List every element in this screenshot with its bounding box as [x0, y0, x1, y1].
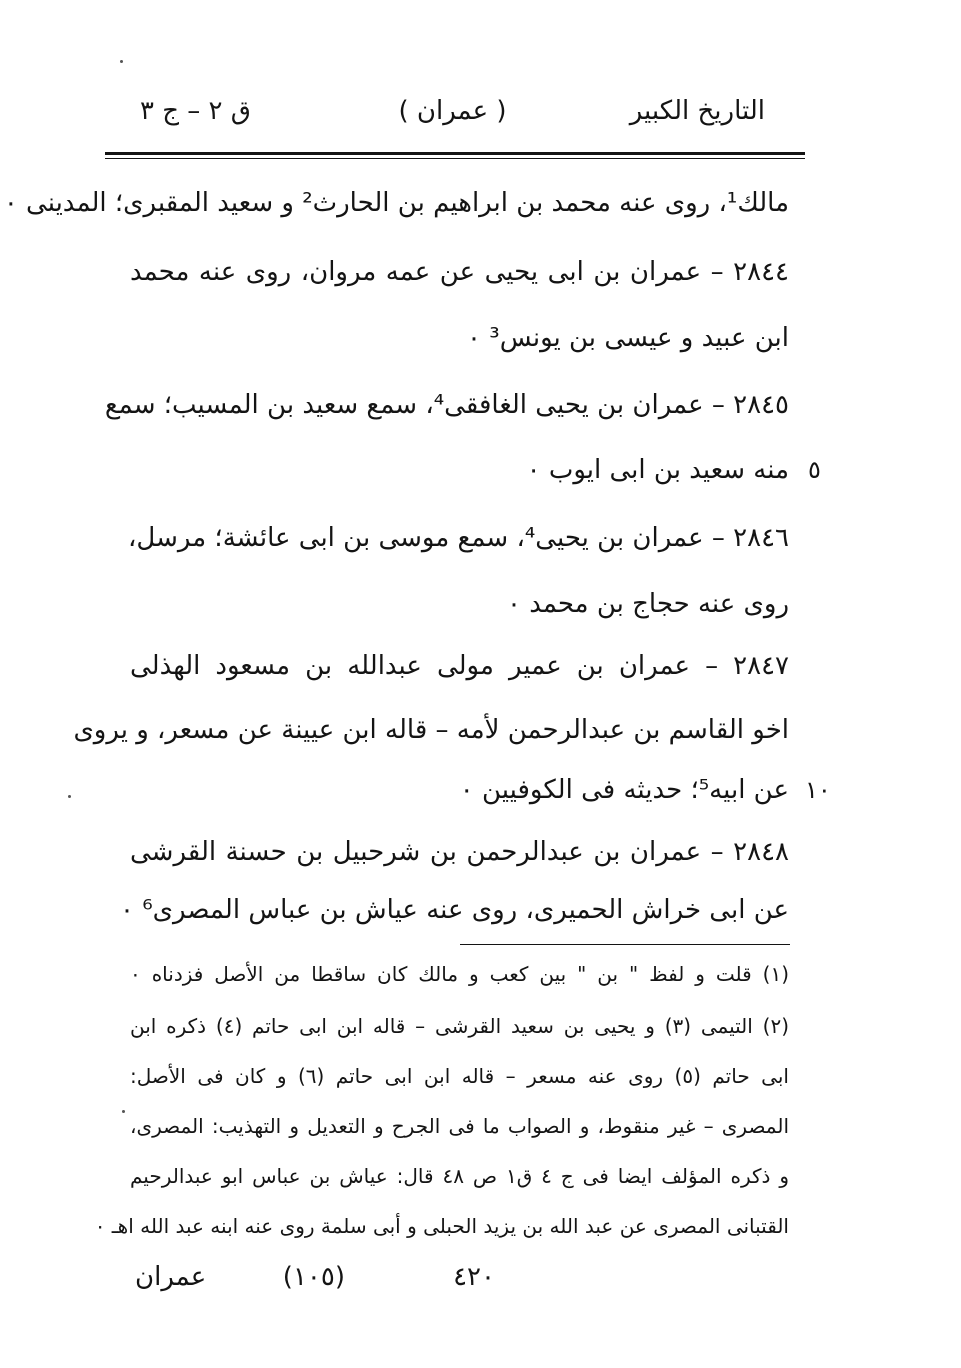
header-rule-thick: [105, 152, 805, 155]
volume-mark: (١٠٥): [282, 1262, 345, 1292]
speck-dot: [120, 60, 123, 63]
footnote-line-5: و ذكره المؤلف ايضا فى ج ٤ ق١ ص ٤٨ قال: عياش بن عباس ابو عبدالرحيم: [130, 1164, 789, 1188]
footnote-line-2: (٢) التيمى (٣) و يحيى بن سعيد القرشى – قاله ابن ابى حاتم (٤) ذكره ابن: [130, 1014, 789, 1038]
speck-dot: [68, 795, 71, 798]
footnote-rule: [460, 944, 790, 945]
running-header: [140, 96, 765, 144]
book-title: التاريخ الكبير: [629, 96, 765, 126]
footnote-line-4: المصرى – غير منقوط، و الصواب ما فى الجرح و التعديل و التهذيب: المصرى،: [130, 1114, 789, 1138]
entry-2845-line-2: منه سعيد بن ابى ايوب ٠: [526, 455, 789, 485]
entry-2846-line-1: ٢٨٤٦ – عمران بن يحيى⁴، سمع موسى بن ابى عائشة؛ مرسل،: [128, 523, 789, 553]
speck-dot: [122, 1110, 125, 1113]
entry-2844-line-1: ٢٨٤٤ – عمران بن ابى يحيى عن عمه مروان، روى عنه محمد: [130, 257, 789, 287]
entry-2847-line-2: اخو القاسم بن عبدالرحمن لأمه – قاله ابن عيينة عن مسعر، و يروى: [73, 715, 789, 745]
header-rule-thin: [105, 158, 805, 159]
volume-reference: ق ٢ – ج ٣: [140, 96, 251, 126]
section-mark: عمران: [135, 1262, 207, 1292]
section-title: ( عمران ): [398, 96, 507, 126]
footnote-line-1: (١) قلت و لفظ " بن " بين كعب و مالك كان ساقطا من الأصل فزدناه ٠: [130, 962, 789, 986]
line-marker-ten: ١٠: [805, 776, 831, 804]
footnote-line-3: ابى حاتم (٥) روى عنه مسعر – قاله ابن ابى حاتم (٦) و كان فى الأصل:: [130, 1064, 789, 1088]
page-footer: [135, 1262, 495, 1302]
line-marker-five: ٥: [808, 456, 821, 484]
footnote-line-6: القتبانى المصرى عن عبد الله بن يزيد الحبلى و أبى سلمة روى عنه ابنه عبد الله اهـ ٠: [94, 1214, 789, 1238]
entry-2846-line-2: روى عنه حجاج بن محمد ٠: [506, 589, 789, 619]
entry-2848-line-1: ٢٨٤٨ – عمران بن عبدالرحمن بن شرحبيل بن حسنة القرشى: [130, 837, 789, 867]
body-line-1: مالك¹، روى عنه محمد بن ابراهيم بن الحارث² و سعيد المقبرى؛ المدينى ٠: [3, 188, 789, 218]
entry-2848-line-2: عن ابى خراش الحميرى، روى عنه عياش بن عباس المصرى⁶ ٠: [119, 895, 789, 925]
entry-2844-line-2: ابن عبيد و عيسى بن يونس³ ٠: [467, 323, 789, 353]
entry-2847-line-1: ٢٨٤٧ – عمران بن عمير مولى عبدالله بن مسعود الهذلى: [130, 651, 789, 681]
page-number: ٤٢٠: [453, 1262, 495, 1292]
entry-2845-line-1: ٢٨٤٥ – عمران بن يحيى الغافقى⁴، سمع سعيد بن المسيب؛ سمع: [104, 390, 789, 420]
entry-2847-line-3: عن ابيه⁵؛ حديثه فى الكوفيين ٠: [459, 775, 789, 805]
